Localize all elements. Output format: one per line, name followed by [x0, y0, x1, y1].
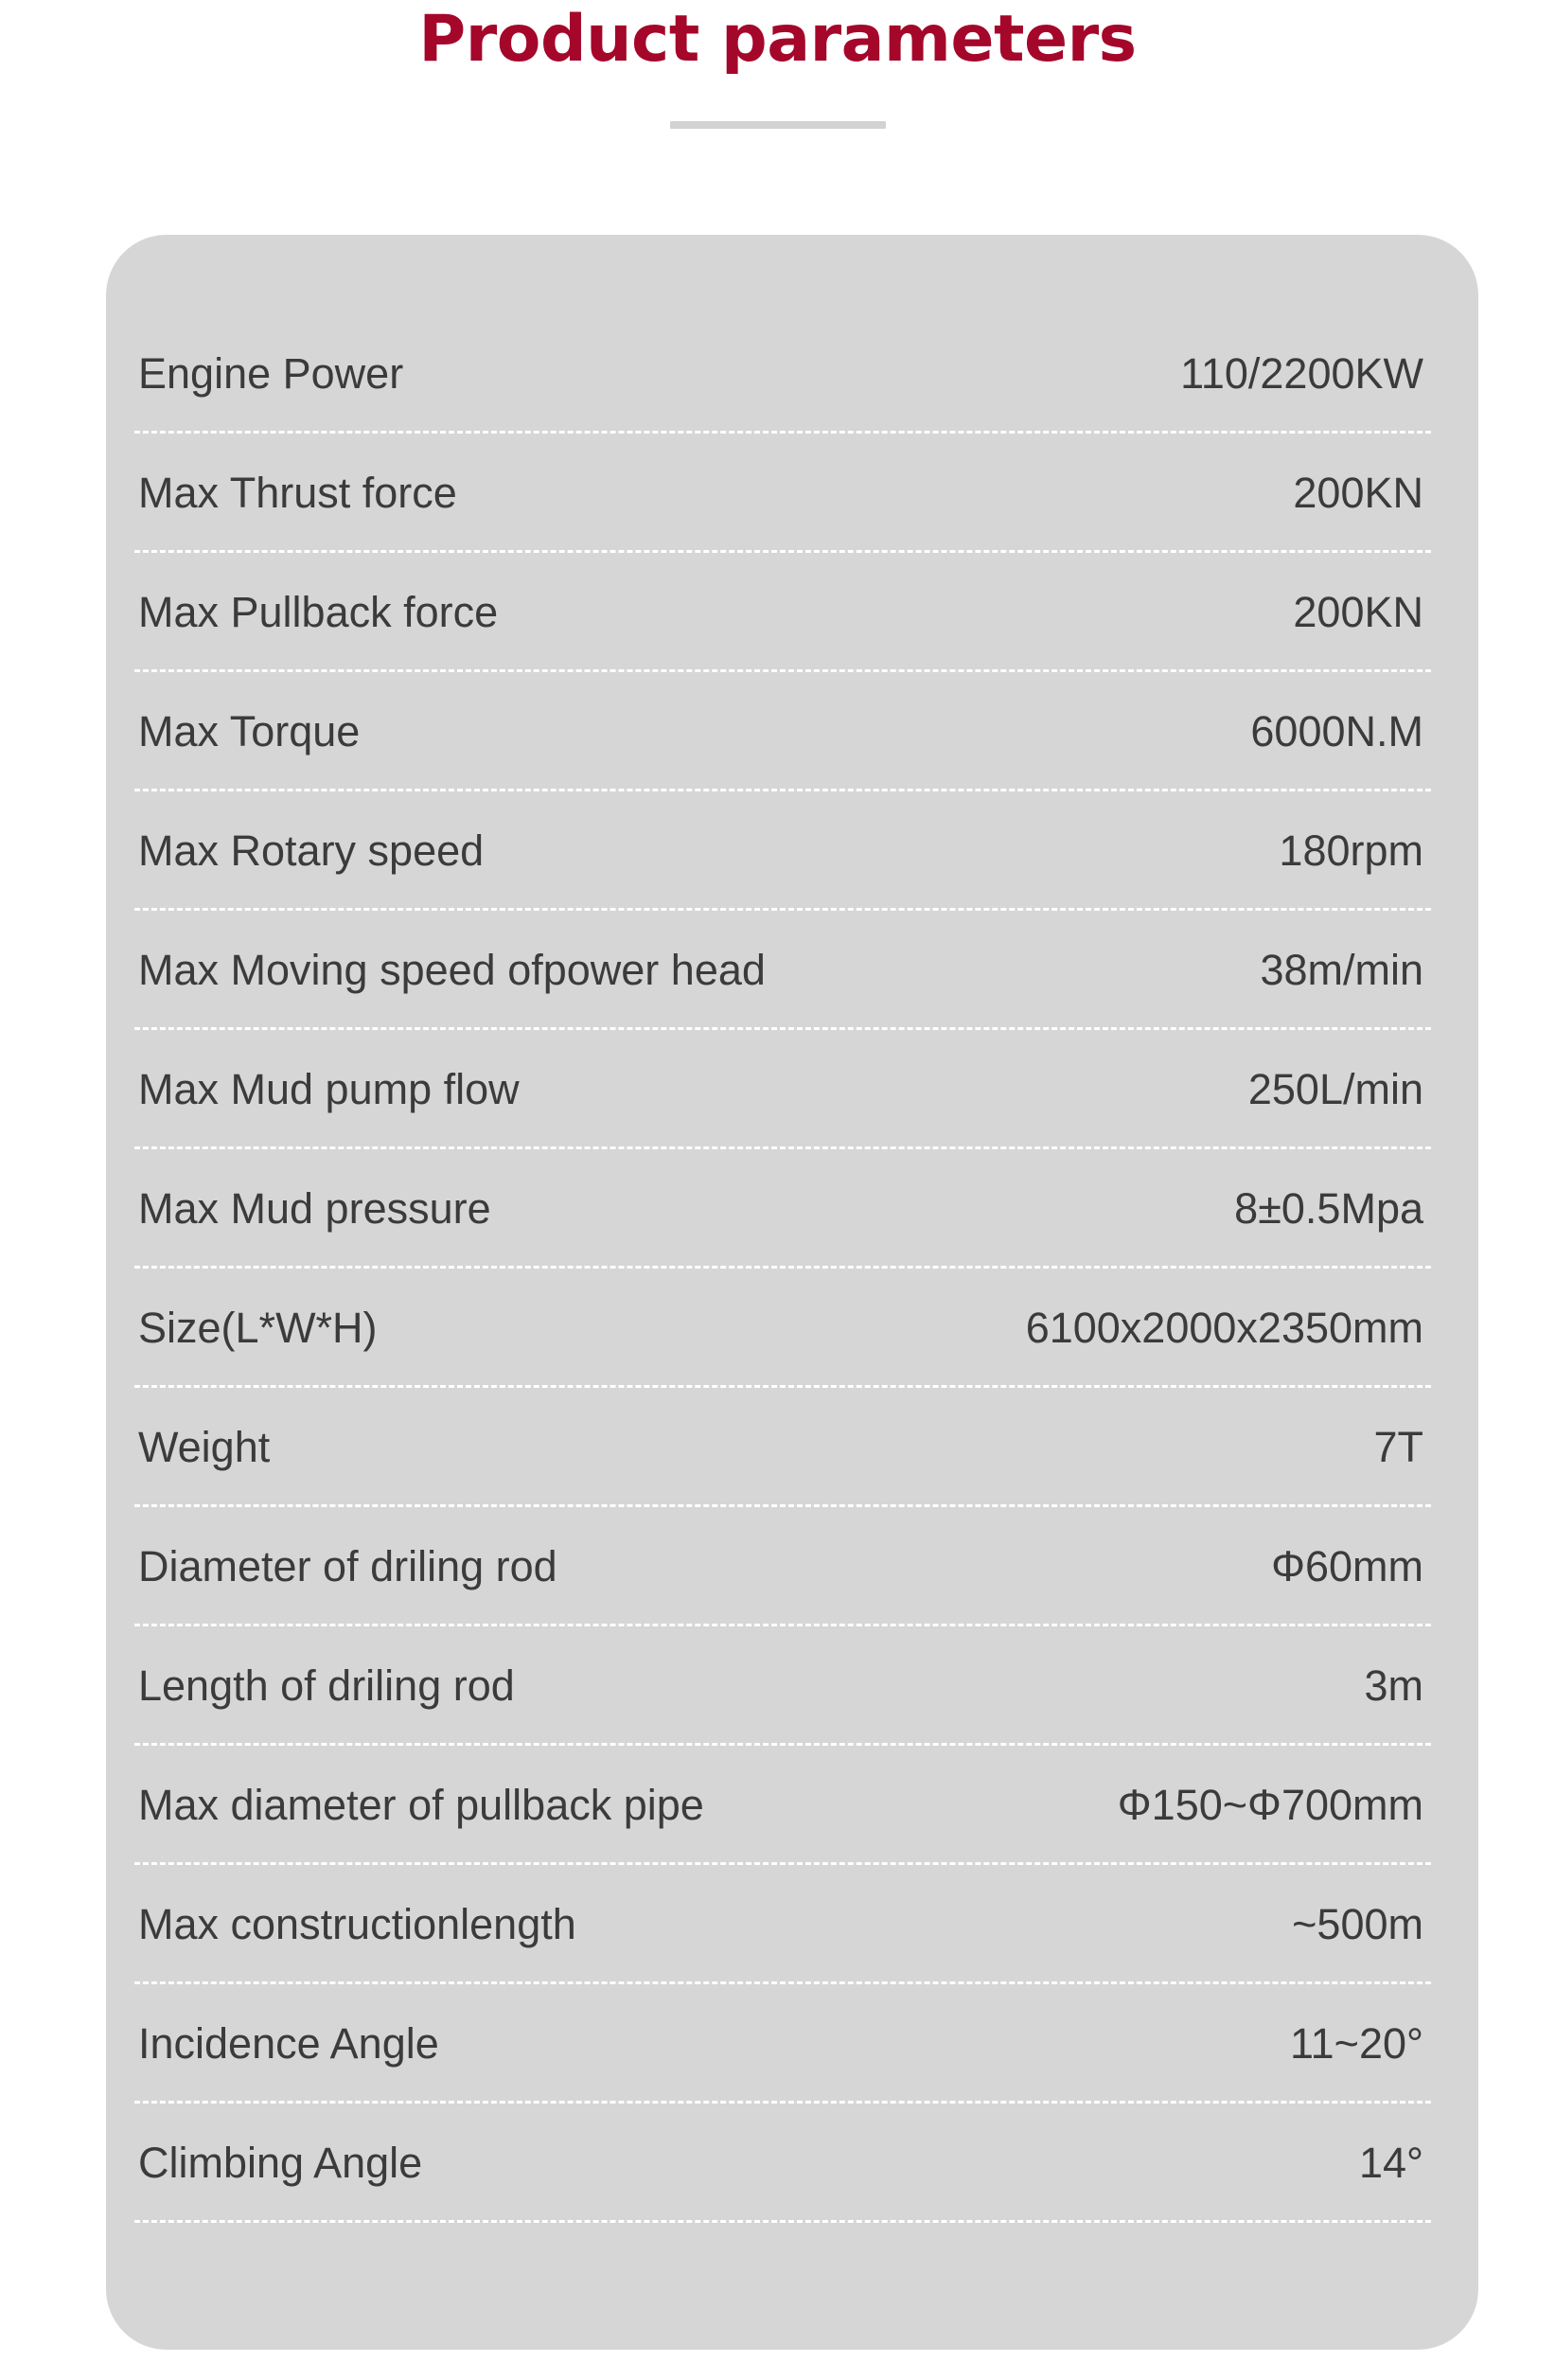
spec-table: [134, 314, 1431, 2223]
spec-value: 200KN: [1293, 588, 1423, 637]
title-underline-divider: [670, 121, 886, 129]
table-row: [134, 1865, 1431, 1984]
spec-value: 11~20°: [1289, 2019, 1423, 2069]
spec-label: Length of driling rod: [138, 1661, 515, 1711]
table-row: [134, 1507, 1431, 1626]
table-row: [134, 1626, 1431, 1746]
spec-value: 110/2200KW: [1180, 349, 1423, 399]
spec-label: Max Moving speed ofpower head: [138, 946, 766, 995]
table-row: [134, 1984, 1431, 2104]
table-row: [134, 1030, 1431, 1149]
spec-value: 3m: [1364, 1661, 1423, 1711]
spec-label: Max diameter of pullback pipe: [138, 1781, 704, 1830]
spec-label: Incidence Angle: [138, 2019, 439, 2069]
spec-value: 180rpm: [1279, 826, 1423, 876]
spec-label: Max Mud pressure: [138, 1184, 491, 1234]
spec-value: 7T: [1373, 1423, 1423, 1472]
table-row: [134, 553, 1431, 672]
spec-value: 6000N.M: [1250, 707, 1423, 756]
spec-label: Size(L*W*H): [138, 1304, 378, 1353]
spec-label: Weight: [138, 1423, 271, 1472]
table-row: [134, 672, 1431, 791]
table-row: [134, 1388, 1431, 1507]
spec-label: Max Thrust force: [138, 469, 457, 518]
spec-label: Max Rotary speed: [138, 826, 485, 876]
table-row: [134, 791, 1431, 911]
spec-value: ~500m: [1292, 1900, 1423, 1949]
spec-value: 6100x2000x2350mm: [1025, 1304, 1423, 1353]
table-row: [134, 314, 1431, 434]
spec-label: Max constructionlength: [138, 1900, 576, 1949]
spec-value: Φ60mm: [1271, 1542, 1423, 1591]
spec-value: 250L/min: [1247, 1065, 1423, 1114]
spec-label: Max Torque: [138, 707, 361, 756]
table-row: [134, 434, 1431, 553]
table-row: [134, 1149, 1431, 1269]
table-row: [134, 2104, 1431, 2223]
page-title: Product parameters: [418, 2, 1137, 77]
spec-value: 38m/min: [1260, 946, 1423, 995]
table-row: [134, 1269, 1431, 1388]
table-row: [134, 1746, 1431, 1865]
table-row: [134, 911, 1431, 1030]
spec-label: Max Mud pump flow: [138, 1065, 520, 1114]
spec-value: 200KN: [1293, 469, 1423, 518]
spec-label: Max Pullback force: [138, 588, 499, 637]
spec-label: Diameter of driling rod: [138, 1542, 557, 1591]
spec-value: 14°: [1358, 2139, 1423, 2188]
spec-value: 8±0.5Mpa: [1234, 1184, 1423, 1234]
spec-label: Climbing Angle: [138, 2139, 423, 2188]
spec-value: Φ150~Φ700mm: [1117, 1781, 1423, 1830]
spec-label: Engine Power: [138, 349, 404, 399]
